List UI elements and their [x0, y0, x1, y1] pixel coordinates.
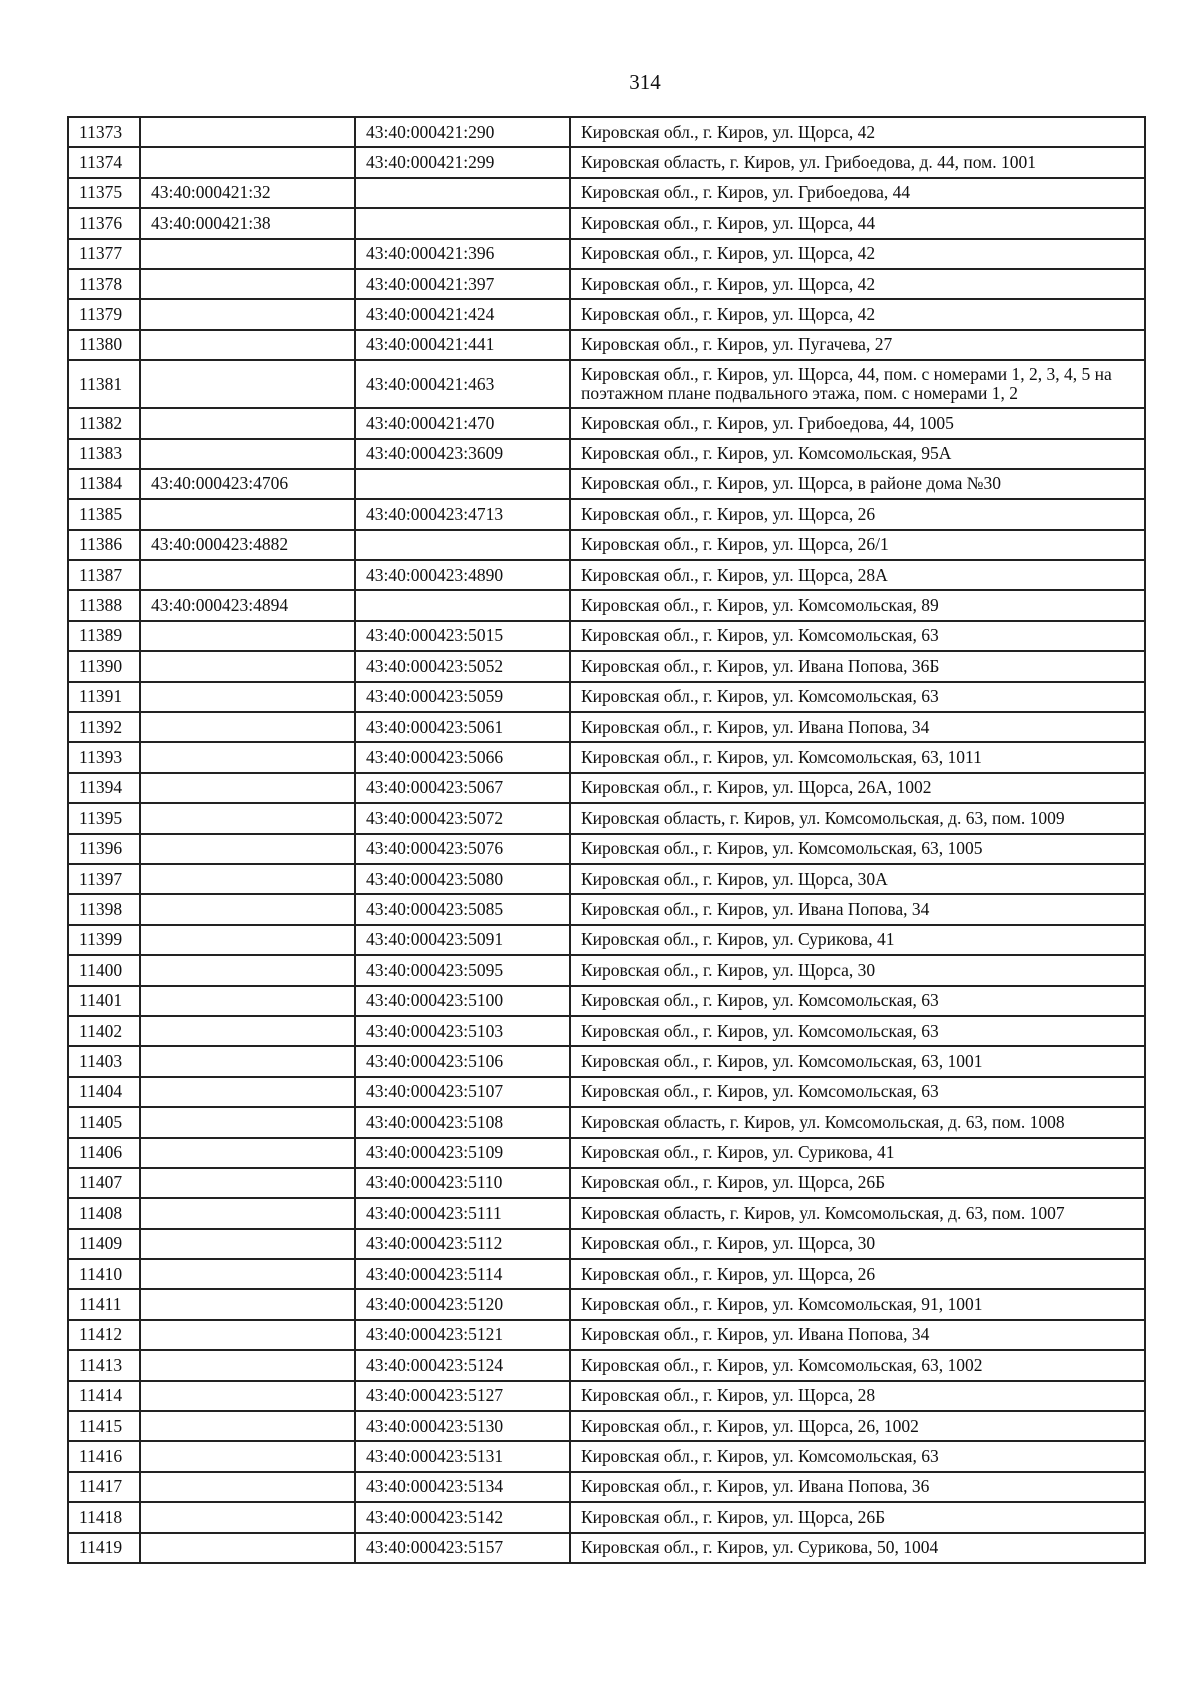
building-cadastral-cell: 43:40:000423:5134 [355, 1472, 570, 1502]
registry-table-body [68, 117, 1145, 1563]
building-cadastral-cell: 43:40:000421:424 [355, 299, 570, 329]
address-cell: Кировская обл., г. Киров, ул. Комсомольская, 63 [570, 1077, 1145, 1107]
table-row [68, 834, 1145, 864]
row-number-cell: 11381 [68, 360, 140, 408]
building-cadastral-cell: 43:40:000423:5080 [355, 864, 570, 894]
land-plot-cadastral-cell [140, 117, 355, 147]
land-plot-cadastral-cell [140, 1502, 355, 1532]
row-number-cell: 11405 [68, 1107, 140, 1137]
table-row [68, 117, 1145, 147]
land-plot-cadastral-cell [140, 651, 355, 681]
address-cell: Кировская обл., г. Киров, ул. Щорса, 26 [570, 1259, 1145, 1289]
land-plot-cadastral-cell: 43:40:000423:4706 [140, 469, 355, 499]
building-cadastral-cell: 43:40:000423:5015 [355, 621, 570, 651]
row-number-cell: 11387 [68, 560, 140, 590]
table-row [68, 1289, 1145, 1319]
land-plot-cadastral-cell: 43:40:000423:4894 [140, 590, 355, 620]
table-row [68, 742, 1145, 772]
land-plot-cadastral-cell [140, 955, 355, 985]
table-row [68, 269, 1145, 299]
building-cadastral-cell: 43:40:000421:397 [355, 269, 570, 299]
row-number-cell: 11384 [68, 469, 140, 499]
building-cadastral-cell: 43:40:000423:5131 [355, 1441, 570, 1471]
table-row [68, 955, 1145, 985]
address-cell: Кировская обл., г. Киров, ул. Ивана Попова, 34 [570, 712, 1145, 742]
table-row [68, 590, 1145, 620]
land-plot-cadastral-cell [140, 773, 355, 803]
address-cell: Кировская обл., г. Киров, ул. Сурикова, 50, 1004 [570, 1533, 1145, 1563]
table-row [68, 178, 1145, 208]
building-cadastral-cell: 43:40:000423:5130 [355, 1411, 570, 1441]
land-plot-cadastral-cell [140, 299, 355, 329]
table-row [68, 894, 1145, 924]
land-plot-cadastral-cell [140, 1411, 355, 1441]
land-plot-cadastral-cell [140, 834, 355, 864]
building-cadastral-cell: 43:40:000423:5109 [355, 1138, 570, 1168]
address-cell: Кировская обл., г. Киров, ул. Пугачева, 27 [570, 330, 1145, 360]
land-plot-cadastral-cell [140, 894, 355, 924]
table-row [68, 208, 1145, 238]
row-number-cell: 11413 [68, 1350, 140, 1380]
row-number-cell: 11406 [68, 1138, 140, 1168]
land-plot-cadastral-cell [140, 682, 355, 712]
table-row [68, 1229, 1145, 1259]
row-number-cell: 11412 [68, 1320, 140, 1350]
address-cell: Кировская обл., г. Киров, ул. Щорса, 30А [570, 864, 1145, 894]
building-cadastral-cell: 43:40:000421:441 [355, 330, 570, 360]
address-cell: Кировская обл., г. Киров, ул. Комсомольская, 63, 1002 [570, 1350, 1145, 1380]
building-cadastral-cell: 43:40:000423:5111 [355, 1198, 570, 1228]
address-cell: Кировская обл., г. Киров, ул. Щорса, в районе дома №30 [570, 469, 1145, 499]
address-cell: Кировская обл., г. Киров, ул. Щорса, 30 [570, 955, 1145, 985]
address-cell: Кировская обл., г. Киров, ул. Ивана Попова, 34 [570, 894, 1145, 924]
building-cadastral-cell: 43:40:000423:5061 [355, 712, 570, 742]
land-plot-cadastral-cell [140, 925, 355, 955]
building-cadastral-cell: 43:40:000423:5067 [355, 773, 570, 803]
table-row [68, 651, 1145, 681]
table-row [68, 1320, 1145, 1350]
land-plot-cadastral-cell [140, 360, 355, 408]
address-cell: Кировская обл., г. Киров, ул. Щорса, 44 [570, 208, 1145, 238]
row-number-cell: 11374 [68, 147, 140, 177]
address-cell: Кировская обл., г. Киров, ул. Комсомольская, 63 [570, 682, 1145, 712]
building-cadastral-cell [355, 469, 570, 499]
land-plot-cadastral-cell [140, 1350, 355, 1380]
table-row [68, 469, 1145, 499]
table-row [68, 621, 1145, 651]
land-plot-cadastral-cell [140, 499, 355, 529]
table-row [68, 1381, 1145, 1411]
building-cadastral-cell: 43:40:000423:5066 [355, 742, 570, 772]
row-number-cell: 11386 [68, 530, 140, 560]
building-cadastral-cell: 43:40:000423:5085 [355, 894, 570, 924]
address-cell: Кировская обл., г. Киров, ул. Щорса, 44, пом. с номерами 1, 2, 3, 4, 5 на поэтажном плане подвального этажа, пом. с номерами 1, 2 [570, 360, 1145, 408]
building-cadastral-cell: 43:40:000423:5120 [355, 1289, 570, 1319]
address-cell: Кировская обл., г. Киров, ул. Ивана Попова, 36 [570, 1472, 1145, 1502]
table-row [68, 1259, 1145, 1289]
table-row [68, 1441, 1145, 1471]
table-row [68, 1472, 1145, 1502]
row-number-cell: 11401 [68, 986, 140, 1016]
building-cadastral-cell: 43:40:000421:299 [355, 147, 570, 177]
land-plot-cadastral-cell [140, 1198, 355, 1228]
address-cell: Кировская обл., г. Киров, ул. Щорса, 26А, 1002 [570, 773, 1145, 803]
row-number-cell: 11393 [68, 742, 140, 772]
land-plot-cadastral-cell [140, 621, 355, 651]
land-plot-cadastral-cell [140, 1259, 355, 1289]
address-cell: Кировская обл., г. Киров, ул. Комсомольская, 95А [570, 439, 1145, 469]
table-row [68, 147, 1145, 177]
row-number-cell: 11416 [68, 1441, 140, 1471]
table-row [68, 986, 1145, 1016]
address-cell: Кировская обл., г. Киров, ул. Сурикова, 41 [570, 1138, 1145, 1168]
row-number-cell: 11411 [68, 1289, 140, 1319]
land-plot-cadastral-cell [140, 1441, 355, 1471]
row-number-cell: 11392 [68, 712, 140, 742]
row-number-cell: 11419 [68, 1533, 140, 1563]
table-row [68, 803, 1145, 833]
land-plot-cadastral-cell [140, 1472, 355, 1502]
table-row [68, 1350, 1145, 1380]
land-plot-cadastral-cell [140, 1168, 355, 1198]
building-cadastral-cell [355, 530, 570, 560]
table-row [68, 1138, 1145, 1168]
building-cadastral-cell: 43:40:000423:5091 [355, 925, 570, 955]
table-row [68, 1168, 1145, 1198]
address-cell: Кировская обл., г. Киров, ул. Комсомольская, 91, 1001 [570, 1289, 1145, 1319]
address-cell: Кировская обл., г. Киров, ул. Щорса, 28А [570, 560, 1145, 590]
address-cell: Кировская обл., г. Киров, ул. Щорса, 42 [570, 299, 1145, 329]
address-cell: Кировская обл., г. Киров, ул. Щорса, 30 [570, 1229, 1145, 1259]
building-cadastral-cell: 43:40:000423:5108 [355, 1107, 570, 1137]
building-cadastral-cell: 43:40:000423:5127 [355, 1381, 570, 1411]
table-row [68, 408, 1145, 438]
table-row [68, 239, 1145, 269]
address-cell: Кировская обл., г. Киров, ул. Щорса, 42 [570, 117, 1145, 147]
land-plot-cadastral-cell [140, 1229, 355, 1259]
address-cell: Кировская область, г. Киров, ул. Комсомольская, д. 63, пом. 1009 [570, 803, 1145, 833]
building-cadastral-cell: 43:40:000423:5052 [355, 651, 570, 681]
land-plot-cadastral-cell [140, 1138, 355, 1168]
building-cadastral-cell: 43:40:000423:5124 [355, 1350, 570, 1380]
row-number-cell: 11378 [68, 269, 140, 299]
land-plot-cadastral-cell [140, 330, 355, 360]
address-cell: Кировская обл., г. Киров, ул. Комсомольская, 89 [570, 590, 1145, 620]
address-cell: Кировская обл., г. Киров, ул. Щорса, 26 [570, 499, 1145, 529]
address-cell: Кировская обл., г. Киров, ул. Щорса, 26Б [570, 1502, 1145, 1532]
address-cell: Кировская обл., г. Киров, ул. Сурикова, 41 [570, 925, 1145, 955]
row-number-cell: 11415 [68, 1411, 140, 1441]
row-number-cell: 11404 [68, 1077, 140, 1107]
row-number-cell: 11390 [68, 651, 140, 681]
row-number-cell: 11383 [68, 439, 140, 469]
land-plot-cadastral-cell [140, 712, 355, 742]
building-cadastral-cell: 43:40:000423:4890 [355, 560, 570, 590]
building-cadastral-cell: 43:40:000421:396 [355, 239, 570, 269]
building-cadastral-cell: 43:40:000423:5076 [355, 834, 570, 864]
address-cell: Кировская область, г. Киров, ул. Комсомольская, д. 63, пом. 1007 [570, 1198, 1145, 1228]
address-cell: Кировская обл., г. Киров, ул. Комсомольская, 63 [570, 1441, 1145, 1471]
address-cell: Кировская обл., г. Киров, ул. Щорса, 26, 1002 [570, 1411, 1145, 1441]
building-cadastral-cell: 43:40:000423:5072 [355, 803, 570, 833]
table-row [68, 530, 1145, 560]
building-cadastral-cell: 43:40:000423:5095 [355, 955, 570, 985]
table-row [68, 1198, 1145, 1228]
page-number: 314 [629, 70, 661, 94]
address-cell: Кировская область, г. Киров, ул. Грибоедова, д. 44, пом. 1001 [570, 147, 1145, 177]
table-row [68, 1411, 1145, 1441]
row-number-cell: 11395 [68, 803, 140, 833]
address-cell: Кировская обл., г. Киров, ул. Комсомольская, 63 [570, 1016, 1145, 1046]
row-number-cell: 11408 [68, 1198, 140, 1228]
row-number-cell: 11396 [68, 834, 140, 864]
table-row [68, 712, 1145, 742]
land-plot-cadastral-cell: 43:40:000421:38 [140, 208, 355, 238]
address-cell: Кировская обл., г. Киров, ул. Комсомольская, 63 [570, 986, 1145, 1016]
building-cadastral-cell: 43:40:000423:5100 [355, 986, 570, 1016]
land-plot-cadastral-cell [140, 560, 355, 590]
land-plot-cadastral-cell [140, 439, 355, 469]
land-plot-cadastral-cell [140, 742, 355, 772]
building-cadastral-cell: 43:40:000423:5157 [355, 1533, 570, 1563]
building-cadastral-cell: 43:40:000423:5121 [355, 1320, 570, 1350]
row-number-cell: 11417 [68, 1472, 140, 1502]
building-cadastral-cell: 43:40:000423:3609 [355, 439, 570, 469]
land-plot-cadastral-cell [140, 864, 355, 894]
address-cell: Кировская область, г. Киров, ул. Комсомольская, д. 63, пом. 1008 [570, 1107, 1145, 1137]
building-cadastral-cell: 43:40:000423:5112 [355, 1229, 570, 1259]
land-plot-cadastral-cell [140, 269, 355, 299]
table-row [68, 682, 1145, 712]
building-cadastral-cell: 43:40:000421:463 [355, 360, 570, 408]
address-cell: Кировская обл., г. Киров, ул. Грибоедова, 44 [570, 178, 1145, 208]
address-cell: Кировская обл., г. Киров, ул. Ивана Попова, 36Б [570, 651, 1145, 681]
row-number-cell: 11394 [68, 773, 140, 803]
table-row [68, 1016, 1145, 1046]
row-number-cell: 11388 [68, 590, 140, 620]
address-cell: Кировская обл., г. Киров, ул. Щорса, 42 [570, 269, 1145, 299]
land-plot-cadastral-cell [140, 408, 355, 438]
building-cadastral-cell [355, 590, 570, 620]
table-row [68, 560, 1145, 590]
building-cadastral-cell [355, 208, 570, 238]
row-number-cell: 11398 [68, 894, 140, 924]
row-number-cell: 11373 [68, 117, 140, 147]
land-plot-cadastral-cell [140, 803, 355, 833]
row-number-cell: 11389 [68, 621, 140, 651]
table-row [68, 1533, 1145, 1563]
address-cell: Кировская обл., г. Киров, ул. Ивана Попова, 34 [570, 1320, 1145, 1350]
table-row [68, 499, 1145, 529]
table-row [68, 1046, 1145, 1076]
land-plot-cadastral-cell [140, 147, 355, 177]
land-plot-cadastral-cell [140, 1289, 355, 1319]
address-cell: Кировская обл., г. Киров, ул. Комсомольская, 63, 1001 [570, 1046, 1145, 1076]
land-plot-cadastral-cell [140, 986, 355, 1016]
row-number-cell: 11403 [68, 1046, 140, 1076]
land-plot-cadastral-cell [140, 1046, 355, 1076]
land-plot-cadastral-cell [140, 1533, 355, 1563]
table-row [68, 299, 1145, 329]
land-plot-cadastral-cell: 43:40:000421:32 [140, 178, 355, 208]
building-cadastral-cell: 43:40:000421:470 [355, 408, 570, 438]
row-number-cell: 11400 [68, 955, 140, 985]
address-cell: Кировская обл., г. Киров, ул. Щорса, 26Б [570, 1168, 1145, 1198]
table-row [68, 925, 1145, 955]
row-number-cell: 11380 [68, 330, 140, 360]
row-number-cell: 11407 [68, 1168, 140, 1198]
row-number-cell: 11377 [68, 239, 140, 269]
address-cell: Кировская обл., г. Киров, ул. Комсомольская, 63 [570, 621, 1145, 651]
building-cadastral-cell: 43:40:000423:5107 [355, 1077, 570, 1107]
row-number-cell: 11375 [68, 178, 140, 208]
row-number-cell: 11385 [68, 499, 140, 529]
building-cadastral-cell: 43:40:000423:5103 [355, 1016, 570, 1046]
row-number-cell: 11376 [68, 208, 140, 238]
row-number-cell: 11382 [68, 408, 140, 438]
land-plot-cadastral-cell [140, 239, 355, 269]
table-row [68, 360, 1145, 408]
address-cell: Кировская обл., г. Киров, ул. Щорса, 26/1 [570, 530, 1145, 560]
table-row [68, 1077, 1145, 1107]
row-number-cell: 11402 [68, 1016, 140, 1046]
land-plot-cadastral-cell: 43:40:000423:4882 [140, 530, 355, 560]
table-row [68, 1502, 1145, 1532]
table-row [68, 439, 1145, 469]
row-number-cell: 11391 [68, 682, 140, 712]
land-plot-cadastral-cell [140, 1016, 355, 1046]
registry-table [67, 116, 1146, 1564]
building-cadastral-cell: 43:40:000423:5106 [355, 1046, 570, 1076]
row-number-cell: 11409 [68, 1229, 140, 1259]
row-number-cell: 11399 [68, 925, 140, 955]
table-row [68, 864, 1145, 894]
address-cell: Кировская обл., г. Киров, ул. Щорса, 42 [570, 239, 1145, 269]
land-plot-cadastral-cell [140, 1107, 355, 1137]
building-cadastral-cell: 43:40:000421:290 [355, 117, 570, 147]
land-plot-cadastral-cell [140, 1381, 355, 1411]
address-cell: Кировская обл., г. Киров, ул. Комсомольская, 63, 1011 [570, 742, 1145, 772]
building-cadastral-cell: 43:40:000423:5059 [355, 682, 570, 712]
address-cell: Кировская обл., г. Киров, ул. Щорса, 28 [570, 1381, 1145, 1411]
row-number-cell: 11397 [68, 864, 140, 894]
row-number-cell: 11418 [68, 1502, 140, 1532]
table-row [68, 1107, 1145, 1137]
building-cadastral-cell: 43:40:000423:5110 [355, 1168, 570, 1198]
land-plot-cadastral-cell [140, 1077, 355, 1107]
building-cadastral-cell: 43:40:000423:5114 [355, 1259, 570, 1289]
table-row [68, 330, 1145, 360]
row-number-cell: 11410 [68, 1259, 140, 1289]
row-number-cell: 11414 [68, 1381, 140, 1411]
building-cadastral-cell: 43:40:000423:4713 [355, 499, 570, 529]
table-row [68, 773, 1145, 803]
building-cadastral-cell: 43:40:000423:5142 [355, 1502, 570, 1532]
land-plot-cadastral-cell [140, 1320, 355, 1350]
address-cell: Кировская обл., г. Киров, ул. Грибоедова, 44, 1005 [570, 408, 1145, 438]
address-cell: Кировская обл., г. Киров, ул. Комсомольская, 63, 1005 [570, 834, 1145, 864]
building-cadastral-cell [355, 178, 570, 208]
row-number-cell: 11379 [68, 299, 140, 329]
